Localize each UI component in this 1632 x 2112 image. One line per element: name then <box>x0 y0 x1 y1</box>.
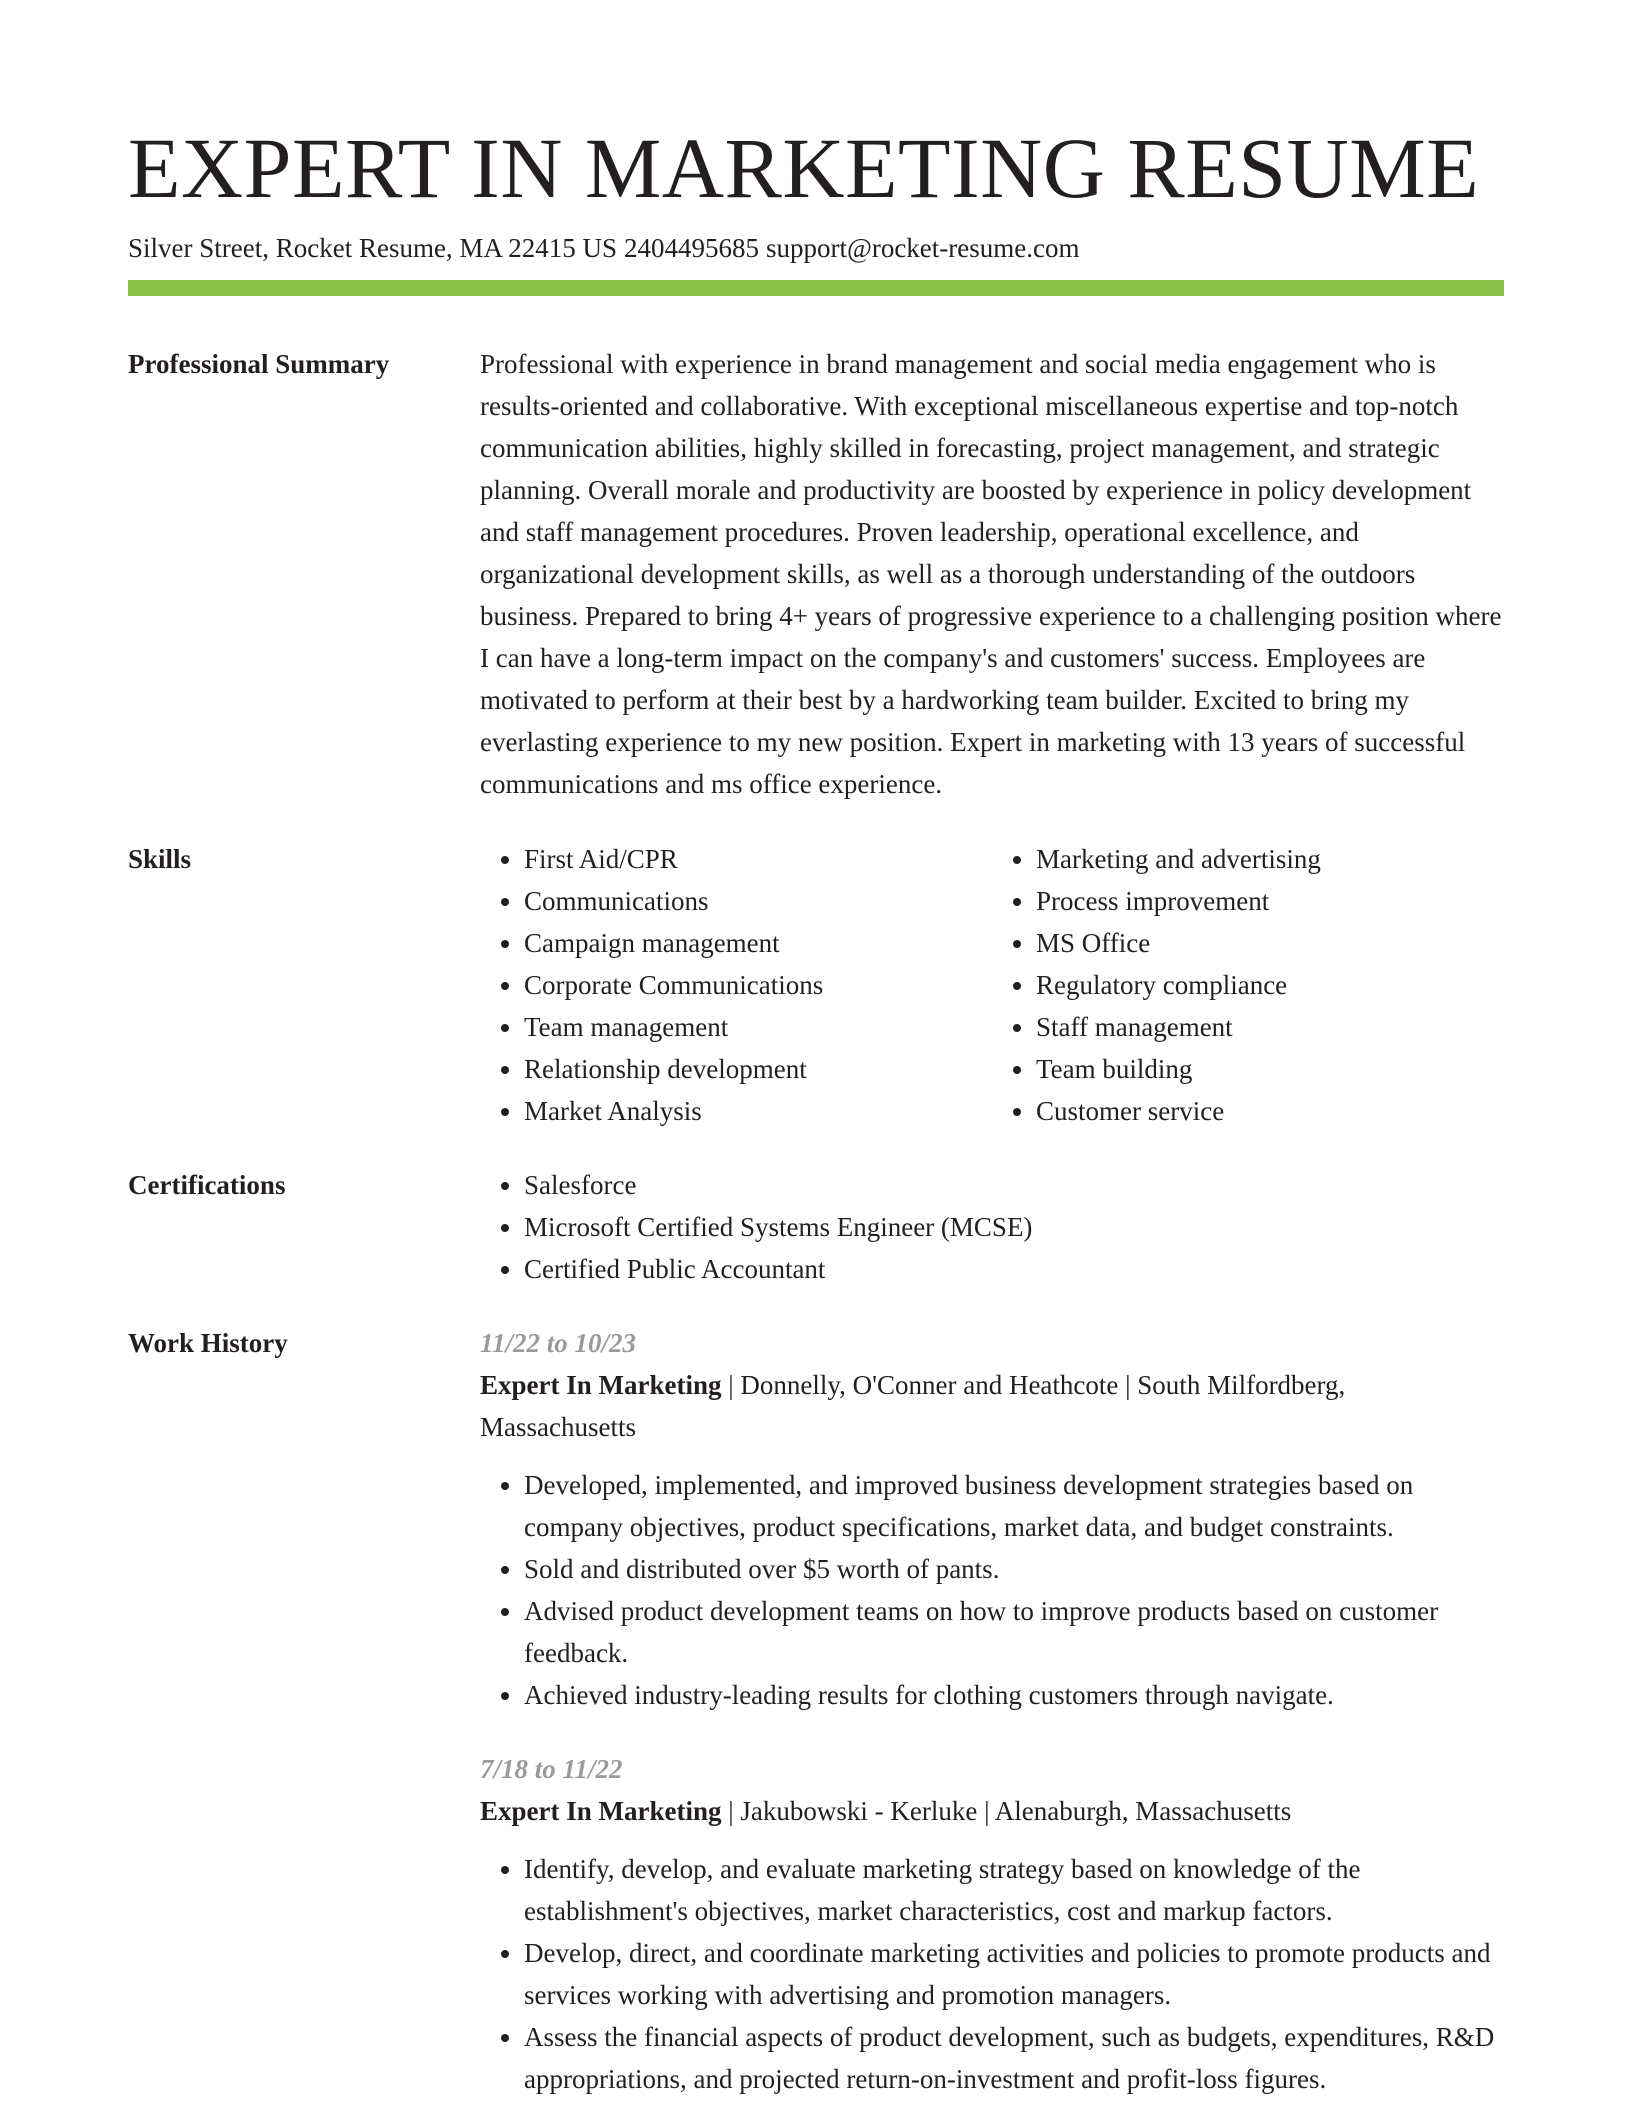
work-history-body <box>480 1322 1504 2100</box>
job-task: • Identify, develop, and evaluate marketing strategy based on knowledge of the establishment's objectives, market characteristics, cost and markup factors. <box>524 1848 1504 1932</box>
job-task: • Developed, implemented, and improved business development strategies based on company objectives, product specifications, market data, and budget constraints. <box>524 1464 1504 1548</box>
header-divider <box>128 280 1504 296</box>
job-task: • Advised product development teams on how to improve products based on customer feedback. <box>524 1590 1504 1674</box>
job-title: Expert In Marketing <box>480 1370 722 1400</box>
contact-email: support@rocket-resume.com <box>765 233 1080 263</box>
section-label-summary: Professional Summary <box>128 349 390 379</box>
job-dates: 7/18 to 11/22 <box>480 1754 623 1784</box>
contact-phone: 2404495685 <box>623 233 759 263</box>
section-label-work-history: Work History <box>128 1328 288 1358</box>
section-label-skills: Skills <box>128 844 192 874</box>
job-entry <box>480 1322 1504 1716</box>
skill-item: • Marketing and advertising <box>1036 838 1504 880</box>
skill-item: • Market Analysis <box>524 1090 992 1132</box>
summary-body <box>480 343 1504 805</box>
skill-item: • Process improvement <box>1036 880 1504 922</box>
certification-item: • Certified Public Accountant <box>524 1248 1504 1290</box>
section-skills <box>128 838 1504 1132</box>
job-details: | Donnelly, O'Conner and Heathcote | South Milfordberg, Massachusetts <box>480 1370 1346 1442</box>
skills-list-left <box>480 838 992 1132</box>
job-title: Expert In Marketing <box>480 1796 722 1826</box>
certifications-list <box>480 1164 1504 1290</box>
job-heading <box>480 1364 1504 1448</box>
skill-item: • Team building <box>1036 1048 1504 1090</box>
certification-item: • Salesforce <box>524 1164 1504 1206</box>
certification-item: • Microsoft Certified Systems Engineer (MCSE) <box>524 1206 1504 1248</box>
job-task: • Assess the financial aspects of product development, such as budgets, expenditures, R&D appropriations, and projected return-on-investment and profit-loss figures. <box>524 2016 1504 2100</box>
job-task: • Develop, direct, and coordinate marketing activities and policies to promote products and services working with advertising and promotion managers. <box>524 1932 1504 2016</box>
summary-text: Professional with experience in brand management and social media engagement who is results-oriented and collaborative. With exceptional miscellaneous expertise and top-notch communication abilities, highly skilled in forecasting, project management, and strategic planning. Overall morale and productivity are boosted by experience in policy development and staff management procedures. Proven leadership, operational excellence, and organizational development skills, as well as a thorough understanding of the outdoors business. Prepared to bring 4+ years of progressive experience to a challenging position where I can have a long-term impact on the company's and customers' success. Employees are motivated to perform at their best by a hardworking team builder. Excited to bring my everlasting experience to my new position. Expert in marketing with 13 years of successful communications and ms office experience. <box>480 349 1502 799</box>
job-tasks-list <box>480 1464 1504 1716</box>
skill-item: • First Aid/CPR <box>524 838 992 880</box>
contact-line <box>128 230 1504 266</box>
job-dates: 11/22 to 10/23 <box>480 1328 637 1358</box>
job-task: • Achieved industry-leading results for clothing customers through navigate. <box>524 1674 1504 1716</box>
skill-item: • Regulatory compliance <box>1036 964 1504 1006</box>
skill-item: • Corporate Communications <box>524 964 992 1006</box>
job-details: | Jakubowski - Kerluke | Alenaburgh, Massachusetts <box>721 1796 1292 1826</box>
skills-list-right <box>992 838 1504 1132</box>
skill-item: • Team management <box>524 1006 992 1048</box>
skill-item: • Communications <box>524 880 992 922</box>
skill-item: • Campaign management <box>524 922 992 964</box>
resume-page <box>128 118 1504 2100</box>
resume-title: EXPERT IN MARKETING RESUME <box>128 120 1480 216</box>
section-label-certifications: Certifications <box>128 1170 286 1200</box>
skill-item: • Relationship development <box>524 1048 992 1090</box>
skill-item: • Customer service <box>1036 1090 1504 1132</box>
section-summary <box>128 343 1504 805</box>
job-tasks-list <box>480 1848 1504 2100</box>
job-heading <box>480 1790 1504 1832</box>
section-certifications <box>128 1164 1504 1290</box>
job-entry <box>480 1748 1504 2100</box>
certifications-body <box>480 1164 1504 1290</box>
skill-item: • Staff management <box>1036 1006 1504 1048</box>
skills-grid <box>480 838 1504 1132</box>
contact-address: Silver Street, Rocket Resume, MA 22415 US <box>128 233 617 263</box>
job-task: • Sold and distributed over $5 worth of pants. <box>524 1548 1504 1590</box>
section-work-history <box>128 1322 1504 2100</box>
skill-item: • MS Office <box>1036 922 1504 964</box>
